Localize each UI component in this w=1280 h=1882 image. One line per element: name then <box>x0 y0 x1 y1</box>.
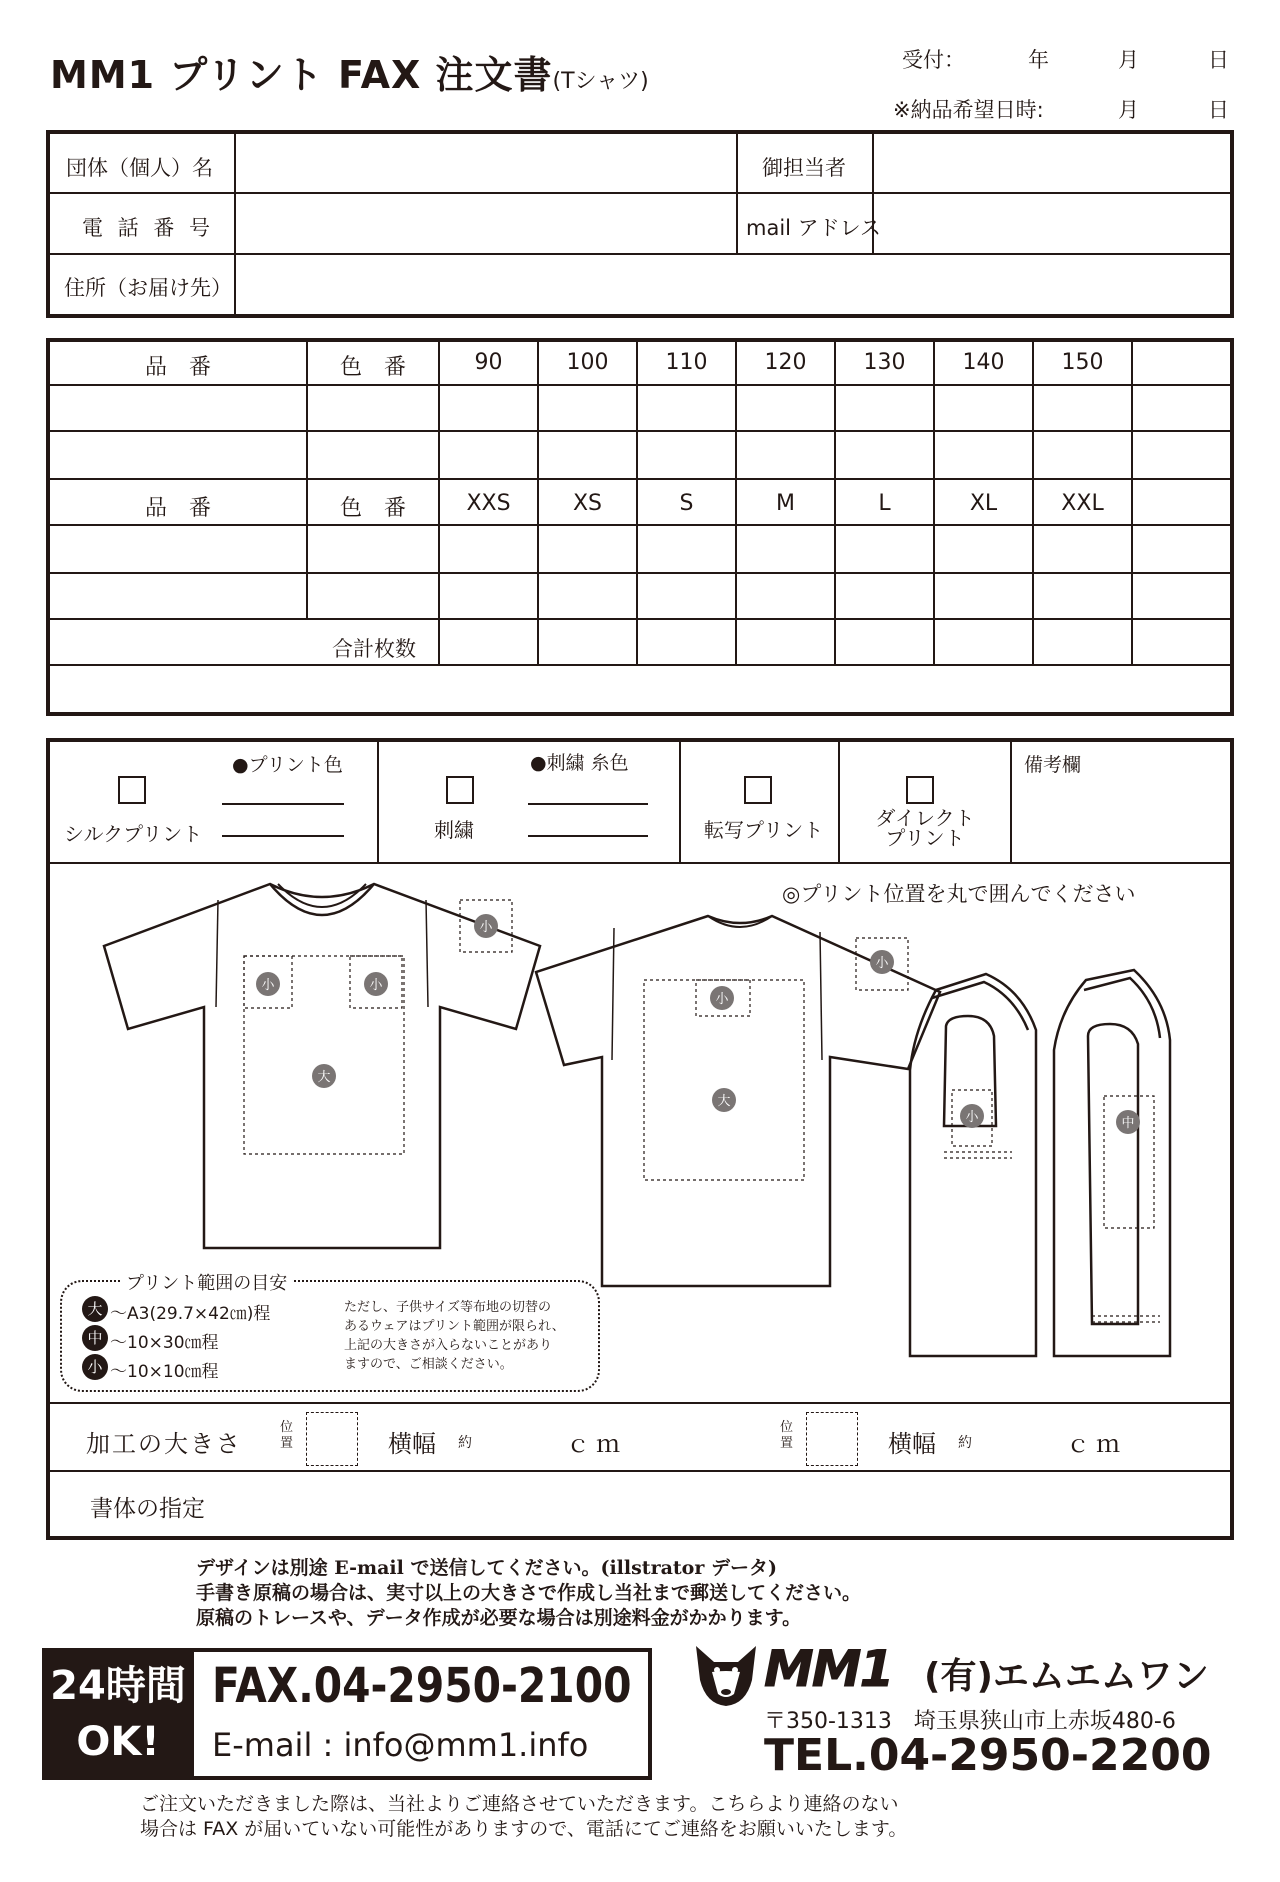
size-header: 120 <box>764 350 807 375</box>
received-day-label: 日 <box>1208 48 1229 72</box>
received-month-label: 月 <box>1118 48 1139 72</box>
silk-print-label: シルクプリント <box>64 822 203 846</box>
zone-small-label: 小 <box>875 956 889 971</box>
position-box-2[interactable] <box>806 1412 858 1466</box>
position-label: 位 置 <box>780 1420 794 1451</box>
size-header: 100 <box>566 350 609 375</box>
width-label: 横幅 <box>388 1430 436 1458</box>
position-label: 位 置 <box>280 1420 294 1451</box>
process-size-label: 加工の大きさ <box>86 1430 242 1458</box>
tel-number[interactable]: TEL.04-2950-2200 <box>764 1730 1212 1781</box>
small-badge: 小 <box>82 1354 108 1380</box>
delivery-label: ※納品希望日時: <box>893 98 1044 122</box>
zone-small-label: 小 <box>369 978 383 993</box>
unit-label: ｃｍ <box>566 1430 626 1458</box>
direct-print-label: ダイレクト プリント <box>875 806 975 850</box>
front-shirt-neckline <box>270 884 374 915</box>
person-in-charge-field[interactable] <box>876 134 1230 190</box>
zone-large-label: 大 <box>717 1094 731 1109</box>
received-year-label: 年 <box>1028 48 1049 72</box>
phone-field[interactable] <box>238 196 734 252</box>
zone-small-label: 小 <box>479 920 493 935</box>
font-spec-field[interactable] <box>240 1476 1230 1534</box>
delivery-month-label: 月 <box>1118 98 1139 122</box>
sleeve-side-view-right <box>1054 970 1170 1356</box>
print-range-title: プリント範囲の目安 <box>120 1269 293 1295</box>
received-label: 受付： <box>902 48 965 72</box>
embroidery-label: 刺繍 <box>434 818 474 842</box>
width-label: 横幅 <box>888 1430 936 1458</box>
thread-color-label: ●刺繍 糸色 <box>530 752 629 774</box>
size-header: 150 <box>1061 350 1104 375</box>
item-number-header: 品 番 <box>144 355 211 380</box>
range-medium-text: ～10×30㎝程 <box>110 1333 219 1353</box>
range-note: ただし、子供サイズ等布地の切替の あるウェアはプリント範囲が限られ、 上記の大きさが入らないことがあり ますので、ご相談ください。 <box>344 1300 565 1372</box>
size-header: 90 <box>474 350 503 375</box>
approx-label: 約 <box>958 1435 972 1451</box>
position-box-1[interactable] <box>306 1412 358 1466</box>
address-label: 住所（お届け先） <box>64 276 232 300</box>
size-header: XXS <box>466 491 511 516</box>
size-header: 140 <box>962 350 1005 375</box>
footer-note: ご注文いただきました際は、当社よりご連絡させていただきます。こちらより連絡のない 場合は FAX が届いていない可能性がありますので、電話にてご連絡をお願いいたします。 <box>140 1793 908 1840</box>
remarks-field[interactable] <box>1012 780 1230 860</box>
total-quantity-label: 合計枚数 <box>332 637 416 661</box>
color-number-header: 色 番 <box>339 355 406 380</box>
zone-small-label: 小 <box>261 978 275 993</box>
fax-number[interactable]: FAX.04-2950-2100 <box>212 1658 632 1714</box>
font-spec-label: 書体の指定 <box>90 1496 205 1522</box>
approx-label: 約 <box>458 1435 472 1451</box>
range-small-text: ～10×10㎝程 <box>110 1362 219 1382</box>
zone-small-label: 小 <box>715 992 729 1007</box>
silk-print-checkbox[interactable] <box>118 776 146 804</box>
dog-logo-icon <box>690 1640 762 1710</box>
size-table <box>46 338 1234 716</box>
size-header: XXL <box>1061 491 1104 516</box>
company-name: (有)エムエムワン <box>924 1656 1209 1697</box>
group-name-field[interactable] <box>238 134 734 190</box>
zone-medium-label: 中 <box>1121 1116 1135 1131</box>
width-field-1[interactable] <box>478 1416 564 1462</box>
size-header: XS <box>572 491 603 516</box>
range-large-text: ～A3(29.7×42㎝)程 <box>110 1304 271 1324</box>
hours-badge: 24時間 OK! <box>42 1648 194 1780</box>
size-header: S <box>679 491 694 516</box>
size-header: XL <box>969 491 998 516</box>
transfer-print-label: 転写プリント <box>704 818 824 842</box>
group-name-label: 団体（個人）名 <box>66 156 213 180</box>
person-in-charge-label: 御担当者 <box>762 156 846 180</box>
medium-badge: 中 <box>82 1325 108 1351</box>
zone-large-label: 大 <box>317 1070 331 1085</box>
phone-label: 電 話 番 号 <box>82 216 215 240</box>
size-header: 130 <box>863 350 906 375</box>
size-header: 110 <box>665 350 708 375</box>
delivery-day-label: 日 <box>1208 98 1229 122</box>
mail-label: mail アドレス <box>746 216 882 240</box>
color-number-header: 色 番 <box>339 496 406 521</box>
company-address: 〒350-1313 埼玉県狭山市上赤坂480-6 <box>764 1709 1176 1734</box>
size-header: M <box>776 491 795 516</box>
item-number-header: 品 番 <box>144 496 211 521</box>
address-field[interactable] <box>238 257 1230 315</box>
mail-field[interactable] <box>876 196 1230 252</box>
width-field-2[interactable] <box>978 1416 1064 1462</box>
unit-label: ｃｍ <box>1066 1430 1126 1458</box>
embroidery-checkbox[interactable] <box>446 776 474 804</box>
page-subtitle: (Tシャツ) <box>552 69 649 94</box>
remarks-label: 備考欄 <box>1024 754 1082 776</box>
large-badge: 大 <box>82 1296 108 1322</box>
print-color-label: ●プリント色 <box>232 754 343 776</box>
email-address[interactable]: E-mail : info@mm1.info <box>212 1726 589 1764</box>
direct-print-checkbox[interactable] <box>906 776 934 804</box>
design-notes: デザインは別途 E-mail で送信してください。(illstrator データ) 手書き原稿の場合は、実寸以上の大きさで作成し当社まで郵送してください。 原稿のトレースや、データ作成が必要な場合は別途料金がかかります。 <box>196 1557 862 1629</box>
size-header: L <box>878 491 891 516</box>
page-title: MM1 プリント FAX 注文書(Tシャツ) <box>50 53 649 97</box>
zone-small-label: 小 <box>965 1110 979 1125</box>
company-logo: MM1 <box>764 1640 893 1698</box>
transfer-print-checkbox[interactable] <box>744 776 772 804</box>
sleeve-side-view-left <box>910 974 1036 1356</box>
print-position-instruction: ◎プリント位置を丸で囲んでください <box>782 882 1136 906</box>
